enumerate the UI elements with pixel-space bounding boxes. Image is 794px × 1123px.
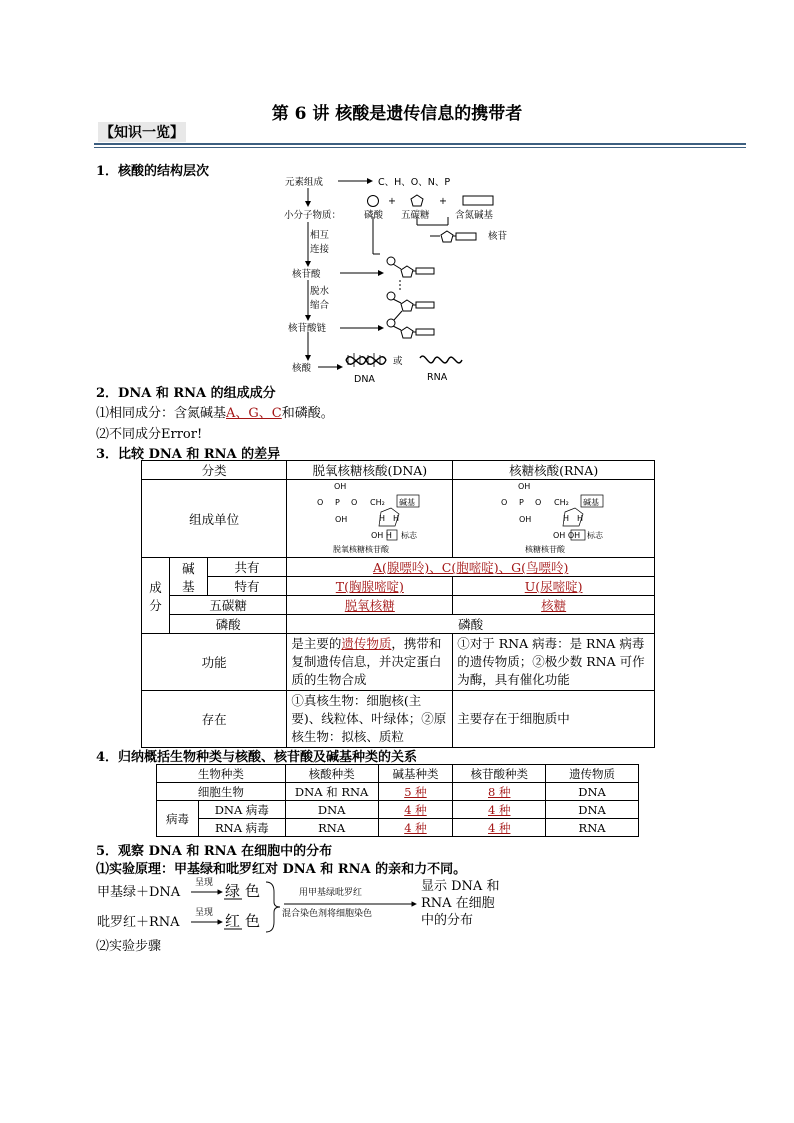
svg-text:DNA: DNA: [354, 374, 375, 385]
deoxyribonucleotide-formula: [295, 480, 445, 554]
staining-diagram: [94, 874, 514, 938]
svg-text:混合染色剂将细胞染色: 混合染色剂将细胞染色: [282, 909, 373, 919]
dna-rna-comparison-table: 分类 脱氧核糖核酸(DNA) 核糖核酸(RNA) 组成单位 OH O P O CH₂ OH 碱基 H H OH H 标志 脱氧核糖核苷酸 OH O P O CH₂ OH 碱基 H H OH OH 标志 核糖核苷酸 成 分 碱 基 共有 A(腺嘌呤)、C(胞嘧啶)、G(鸟嘌呤) 特有 T(胸腺嘧啶) U(尿嘧啶) 五碳糖 脱氧核糖 核糖 磷酸 磷酸 功能 是主要的遗传物质，携带和复制遗传信息，并决定蛋白质的生物合成 ①对于 RNA 病毒：是 RNA 病毒的遗传物质；②极少数 RNA 可作为酶，具有催化功能 存在 ①真核生物：细胞核(主要)、线粒体、叶绿体；②原核生物：拟核、质粒 主要存在于细胞质中: [141, 460, 655, 748]
svg-text:OH: OH: [333, 482, 347, 491]
svg-text:色: 色: [245, 912, 261, 930]
svg-text:碱基: 碱基: [582, 498, 599, 507]
svg-text:O: O: [316, 498, 324, 507]
table-row: RNA 病毒 RNA 4 种 4 种 RNA: [157, 819, 639, 837]
rna-unit-cell: [453, 480, 655, 558]
svg-text:标志: 标志: [586, 531, 603, 540]
rna-specific-base: U(尿嘧啶): [524, 579, 583, 594]
dna-unit-cell: [287, 480, 453, 558]
svg-text:缩合: 缩合: [310, 300, 330, 311]
svg-text:呈现: 呈现: [195, 878, 214, 888]
svg-text:磷酸: 磷酸: [364, 210, 384, 221]
svg-text:+: +: [388, 196, 396, 207]
svg-text:H: H: [378, 514, 385, 523]
svg-text:RNA 在细胞: RNA 在细胞: [421, 896, 495, 911]
svg-text:甲基绿＋DNA: 甲基绿＋DNA: [97, 885, 181, 900]
section-5-heading: 5．观察 DNA 和 RNA 在细胞中的分布: [96, 844, 333, 859]
dna-function: 是主要的遗传物质，携带和复制遗传信息，并决定蛋白质的生物合成: [287, 634, 453, 691]
organism-nucleic-acid-table: 生物种类 核酸种类 碱基种类 核苷酸种类 遗传物质 细胞生物 DNA 和 RNA 5 种 8 种 DNA 病毒 DNA 病毒 DNA 4 种 4 种 DNA RNA 病毒 RNA 4 种 4 种 RNA: [156, 764, 639, 837]
svg-text:OH H: OH H: [370, 531, 392, 540]
svg-text:碱基: 碱基: [398, 498, 415, 507]
dna-pentose: 脱氧核糖: [344, 598, 395, 613]
svg-text:脱氧核糖核苷酸: 脱氧核糖核苷酸: [332, 545, 389, 554]
page-title: 第 6 讲 核酸是遗传信息的携带者: [271, 104, 523, 124]
svg-text:OH: OH: [334, 515, 348, 524]
svg-text:呈现: 呈现: [195, 908, 214, 918]
svg-text:显示 DNA 和: 显示 DNA 和: [421, 879, 500, 894]
svg-text:相互: 相互: [310, 230, 330, 241]
section-1-heading: 1．核酸的结构层次: [96, 164, 210, 179]
section-3-heading: 3．比较 DNA 和 RNA 的差异: [96, 447, 281, 462]
base-label: 碱 基: [169, 558, 207, 596]
structure-diagram: [280, 170, 508, 385]
svg-text:+: +: [439, 196, 447, 207]
dna-location: ①真核生物：细胞核(主要)、线粒体、叶绿体；②原核生物：拟核、质粒: [287, 691, 453, 748]
svg-text:色: 色: [245, 882, 261, 900]
component-label: 成 分: [142, 558, 170, 634]
divider: [94, 147, 746, 148]
svg-text:P: P: [334, 498, 340, 507]
svg-text:OH: OH: [518, 515, 531, 524]
svg-text:O: O: [500, 498, 507, 507]
row-function: 功能: [142, 634, 287, 691]
svg-text:用甲基绿吡罗红: 用甲基绿吡罗红: [299, 888, 363, 898]
table-row: 细胞生物 DNA 和 RNA 5 种 8 种 DNA: [157, 783, 639, 801]
svg-text:P: P: [518, 498, 524, 507]
svg-text:RNA: RNA: [427, 372, 448, 383]
svg-text:小分子物质：: 小分子物质：: [284, 210, 342, 221]
svg-text:O: O: [350, 498, 358, 507]
row-location: 存在: [142, 691, 287, 748]
svg-text:OH: OH: [517, 482, 530, 491]
rna-pentose: 核糖: [541, 598, 567, 613]
svg-text:标志: 标志: [400, 531, 417, 540]
table-row: 病毒 DNA 病毒 DNA 4 种 4 种 DNA: [157, 801, 639, 819]
svg-text:CH₂: CH₂: [369, 498, 385, 507]
svg-text:H: H: [576, 514, 583, 523]
experiment-steps: ⑵实验步骤: [96, 939, 162, 954]
svg-text:H: H: [562, 514, 569, 523]
section-2-heading: 2．DNA 和 RNA 的组成成分: [96, 386, 276, 401]
svg-text:五碳糖: 五碳糖: [401, 210, 430, 221]
svg-text:含氮碱基: 含氮碱基: [455, 210, 494, 221]
experiment-principle: ⑴实验原理：甲基绿和吡罗红对 DNA 和 RNA 的亲和力不同。: [96, 862, 467, 877]
svg-text:绿: 绿: [225, 882, 241, 900]
svg-text:脱水: 脱水: [310, 286, 330, 297]
common-bases: A(腺嘌呤)、C(胞嘧啶)、G(鸟嘌呤): [373, 560, 569, 575]
svg-text:C、H、O、N、P: C、H、O、N、P: [378, 177, 451, 188]
svg-text:核糖核苷酸: 核糖核苷酸: [524, 545, 565, 554]
svg-text:红: 红: [225, 912, 241, 930]
svg-text:核酸: 核酸: [292, 363, 312, 374]
section-4-heading: 4．归纳概括生物种类与核酸、核苷酸及碱基种类的关系: [96, 750, 418, 765]
divider: [94, 143, 746, 145]
same-components: ⑴相同成分：含氮碱基A、G、C和磷酸。: [96, 406, 334, 421]
svg-text:中的分布: 中的分布: [421, 913, 474, 928]
row-unit: 组成单位: [142, 480, 287, 558]
svg-text:核苷酸链: 核苷酸链: [288, 323, 327, 334]
svg-text:核苷: 核苷: [488, 231, 508, 242]
dna-specific-base: T(胸腺嘧啶): [335, 579, 404, 594]
svg-text:CH₂: CH₂: [553, 498, 569, 507]
rna-function: ①对于 RNA 病毒：是 RNA 病毒的遗传物质；②极少数 RNA 可作为酶，具有催化功能: [453, 634, 655, 691]
svg-text:连接: 连接: [310, 244, 330, 255]
svg-text:或: 或: [393, 356, 403, 367]
ribonucleotide-formula: [479, 480, 629, 554]
svg-text:吡罗红＋RNA: 吡罗红＋RNA: [97, 915, 180, 930]
svg-text:核苷酸: 核苷酸: [292, 269, 321, 280]
svg-text:OH OH: OH OH: [552, 531, 580, 540]
svg-text:O: O: [534, 498, 541, 507]
svg-text:H: H: [392, 514, 399, 523]
svg-text:元素组成: 元素组成: [285, 177, 324, 188]
different-components: ⑵不同成分Error!: [96, 427, 203, 442]
section-tag: 【知识一览】: [98, 122, 186, 142]
rna-location: 主要存在于细胞质中: [453, 691, 655, 748]
